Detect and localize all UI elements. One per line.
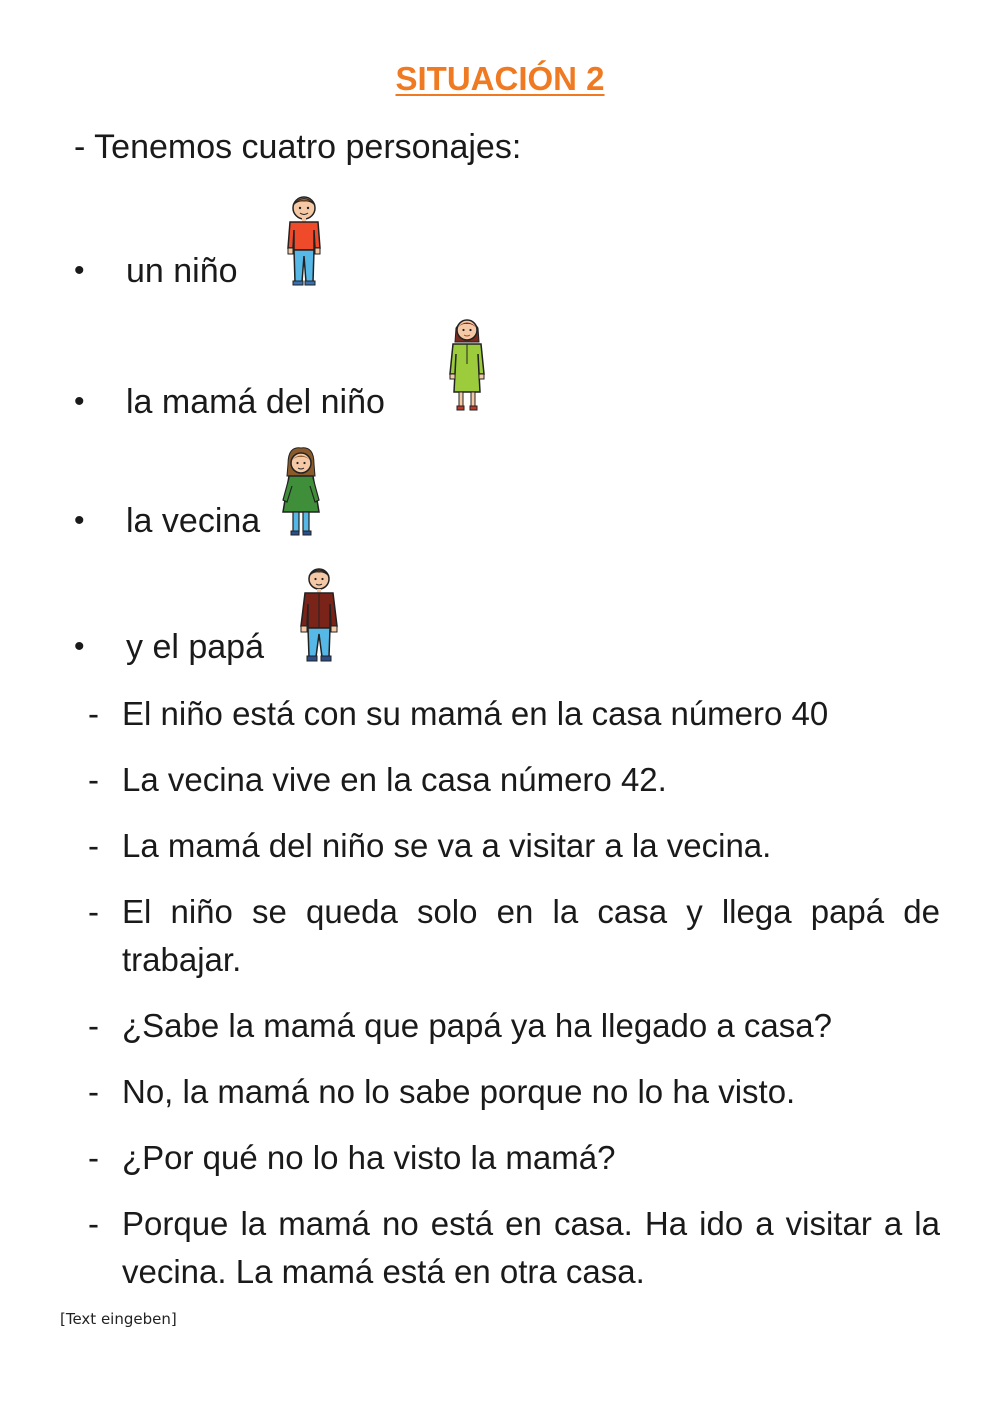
statement-text: El niño está con su mamá en la casa número 40: [122, 695, 829, 732]
father-icon: [294, 564, 344, 664]
dash-marker: -: [88, 1073, 99, 1110]
list-item: [88, 690, 940, 738]
character-label: un niño: [126, 252, 238, 290]
list-item: [88, 756, 940, 804]
footer-placeholder: [Text eingeben]: [60, 1310, 177, 1328]
list-item: [88, 822, 940, 870]
list-item: [88, 888, 940, 984]
mother-icon: [444, 314, 490, 414]
dash-marker: -: [88, 1205, 99, 1242]
statement-text: La vecina vive en la casa número 42.: [122, 761, 667, 798]
character-label: la vecina: [126, 502, 261, 540]
list-item: [88, 1200, 940, 1296]
bullet-icon: •: [74, 504, 85, 537]
neighbor-icon: [278, 446, 324, 538]
list-item: [88, 1134, 940, 1182]
statement-text: Porque la mamá no está en casa. Ha ido a visitar a la vecina. La mamá está en otra casa.: [122, 1205, 940, 1290]
dash-marker: -: [88, 761, 99, 798]
bullet-icon: •: [74, 254, 85, 287]
boy-icon: [280, 192, 328, 288]
dash-marker: -: [88, 695, 99, 732]
statement-text: El niño se queda solo en la casa y llega papá de trabajar.: [122, 893, 940, 978]
dash-marker: -: [88, 893, 99, 930]
dash-marker: -: [88, 1139, 99, 1176]
statement-list: [88, 690, 940, 1314]
bullet-icon: •: [74, 385, 85, 418]
character-label: y el papá: [126, 628, 264, 666]
statement-text: No, la mamá no lo sabe porque no lo ha visto.: [122, 1073, 796, 1110]
list-item: [88, 1002, 940, 1050]
statement-text: ¿Por qué no lo ha visto la mamá?: [122, 1139, 616, 1176]
bullet-icon: •: [74, 630, 85, 663]
page-title: SITUACIÓN 2: [395, 60, 605, 97]
intro-text: - Tenemos cuatro personajes:: [74, 128, 522, 166]
dash-marker: -: [88, 827, 99, 864]
character-label: la mamá del niño: [126, 383, 385, 421]
list-item: [88, 1068, 940, 1116]
statement-text: ¿Sabe la mamá que papá ya ha llegado a casa?: [122, 1007, 832, 1044]
dash-marker: -: [88, 1007, 99, 1044]
statement-text: La mamá del niño se va a visitar a la vecina.: [122, 827, 772, 864]
